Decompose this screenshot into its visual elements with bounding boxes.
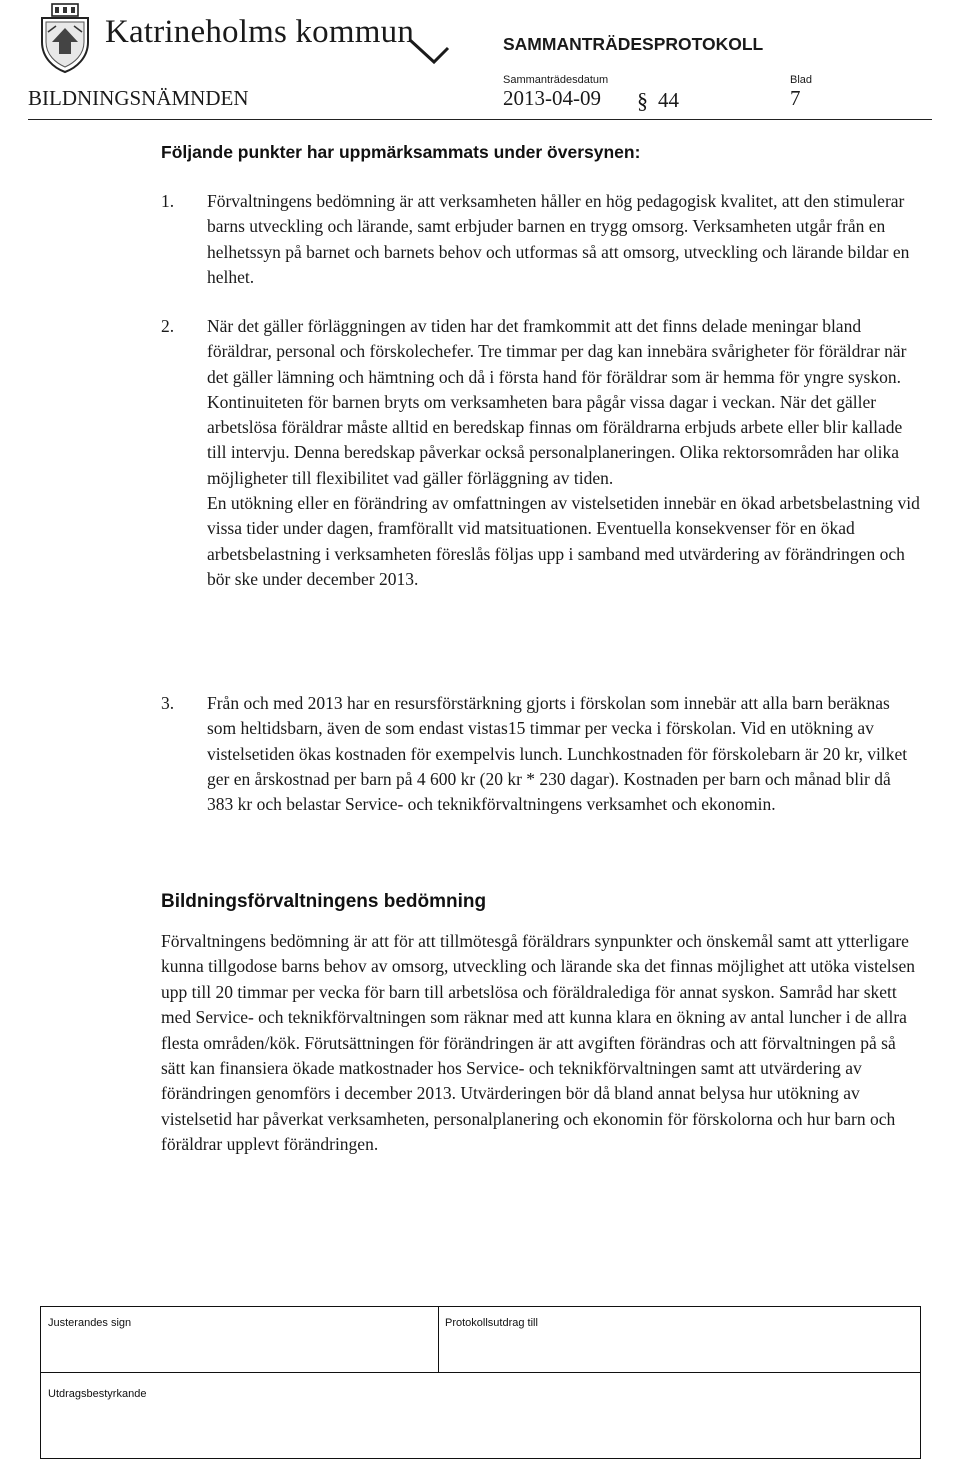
header-divider: [28, 119, 932, 120]
certification-label: Utdragsbestyrkande: [48, 1388, 147, 1400]
list-item-number: 1.: [161, 191, 175, 211]
list-item: [161, 691, 921, 817]
intro-heading: Följande punkter har uppmärksammats under översynen:: [161, 142, 641, 162]
logo-swoosh-icon: [408, 38, 450, 66]
meeting-date-label: Sammanträdesdatum: [503, 74, 609, 86]
list-item-text: Förvaltningens bedömning är att verksamheten håller en hög pedagogisk kvalitet, att den stimulerar barns utveckling och lärande, samt erbjuder barnen en trygg omsorg. Verksamheten utgår från en helhetssyn på barnet och barnets behov och utformas så att omsorg, utveckling och lärande bildar en helhet.: [207, 191, 910, 287]
list-item: [161, 189, 921, 290]
list-item: [161, 314, 921, 592]
adjusters-sign-label: Justerandes sign: [48, 1317, 132, 1329]
list-item-number: 3.: [161, 693, 175, 713]
list-item-text: När det gäller förläggningen av tiden har det framkommit att det finns delade meningar bland föräldrar, personal och förskolechefer. Tre timmar per dag kan innebära svårigheter för föräldrar när det gäller lämning och hämtning och då i första hand för föräldrar som är hemma för yngre syskon. Kontinuiteten för barnen bryts om verksamheten bara pågår vissa dagar i veckan. När det gäller arbetslösa föräldrar måste alltid en beredskap finnas om föräldrarna erbjuds arbete eller blir kallade till intervju. Denna beredskap påverkar också personalplaneringen. Olika rektorsområden har olika möjligheter till flexibilitet vad gäller förläggning av tiden.: [207, 316, 907, 488]
signature-divider: [438, 1307, 439, 1372]
list-item-text: Från och med 2013 har en resursförstärkning gjorts i förskolan som innebär att alla barn beräknas som heltidsbarn, även de som endast vistas15 timmar per vecka i förskolan. Vid en utökning av vistelsetiden ökas kostnaden för exempelvis lunch. Lunchkostnaden för förskolebarn är 20 kr, vilket ger en årskostnad per barn på 4 600 kr (20 kr * 230 dagar). Kostnaden per barn och månad blir då 383 kr och belastar Service- och teknikförvaltningens verksamhet och ekonomin.: [207, 693, 908, 815]
municipality-name: Katrineholms kommun: [105, 14, 415, 50]
coat-of-arms-icon: [38, 2, 92, 74]
board-name: BILDNINGSNÄMNDEN: [28, 86, 249, 110]
assessment-text: Förvaltningens bedömning är att för att tillmötesgå föräldrars synpunkter och önskemål samt att ytterligare kunna tillgodose barns behov av omsorg, utveckling och lärande ska det finnas möjlighet att utöka vistelsen upp till 20 timmar per vecka för barn till arbetslösa och föräldralediga för annat syskon. Samråd har skett med Service- och teknikförvaltningen som räknar med att kunna klara en ökning av antal luncher i de allra flesta områden/kök. Förutsättningen för förändringen är att avgiften förändras och att förvaltningen på så sätt kan finansiera ökade matkostnader hos Service- och teknikförvaltningen samt att utvärdering av förändringen genomförs i december 2013. Utvärderingen bör då bland annat belysa hur utökning av vistelsetid har påverkat verksamheten, personalplanering och ekonomin för förskolorna och hur barn och föräldrar upplevt förändringen.: [161, 931, 915, 1155]
list-item-text: En utökning eller en förändring av omfattningen av vistelsetiden innebär en ökad arbetsbelastning vid vissa tider under dagen, framförallt vid matsituationen. Eventuella konsekvenser för en ökad arbetsbelastning i verksamheten föreslås följas upp i samband med utvärdering av förändringen och bör ske under december 2013.: [207, 493, 920, 589]
signature-box: [40, 1306, 921, 1459]
document-type: SAMMANTRÄDESPROTOKOLL: [503, 34, 764, 54]
meeting-date: 2013-04-09: [503, 86, 601, 110]
page-label: Blad: [790, 74, 813, 86]
signature-divider: [41, 1372, 920, 1373]
section-sign-icon: §: [637, 88, 648, 113]
page-number: 7: [790, 86, 801, 110]
section-number: 44: [658, 88, 679, 112]
section-heading: Bildningsförvaltningens bedömning: [161, 891, 487, 912]
extract-to-label: Protokollsutdrag till: [445, 1317, 538, 1329]
list-item-number: 2.: [161, 316, 175, 336]
